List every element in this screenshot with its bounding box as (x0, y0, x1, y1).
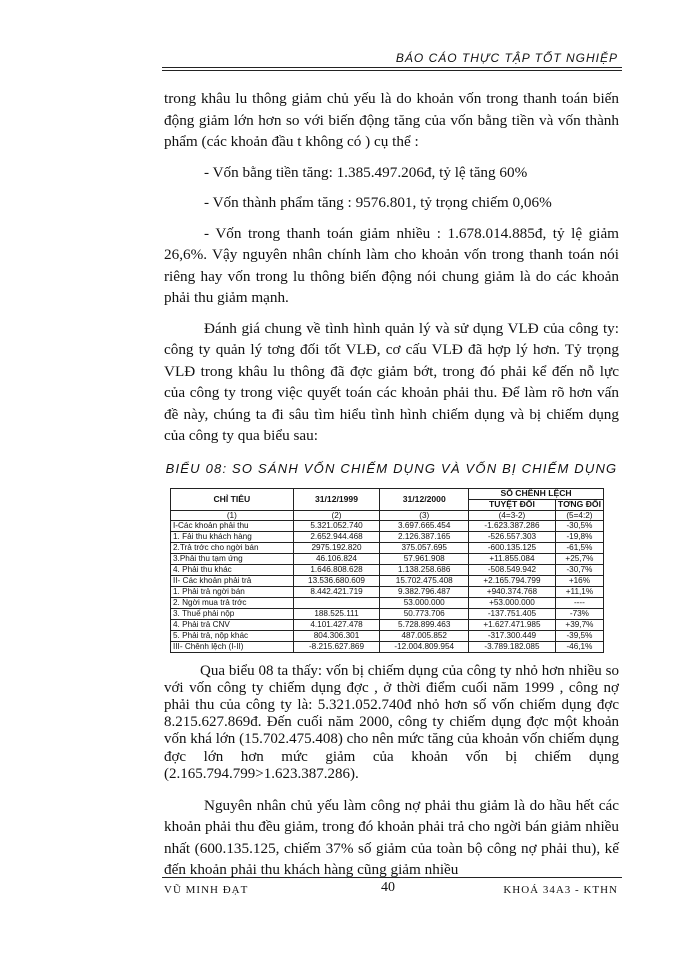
cell-absolute: -600.135.125 (469, 542, 556, 553)
cell-2000: 1.138.258.686 (380, 564, 469, 575)
row-label: 1. Phải trả ngời bán (171, 586, 294, 597)
footer-class: KHOÁ 34A3 - KTHN (503, 884, 618, 896)
row-label: 2.Trả trớc cho ngời bán (171, 542, 294, 553)
bullet-finished-goods: - Vốn thành phẩm tăng : 9576.801, tỷ trọng chiếm 0,06% (204, 194, 552, 211)
table-row (171, 619, 604, 630)
row-label: III- Chênh lệch (I-II) (171, 641, 294, 652)
cell-relative: -61,5% (555, 542, 603, 553)
colnum: (1) (171, 510, 294, 520)
cell-2000: 57.961.908 (380, 553, 469, 564)
cell-absolute: +1.627.471.985 (469, 619, 556, 630)
page-number: 40 (381, 880, 395, 895)
cell-relative: -30,5% (555, 520, 603, 531)
cell-1999: 2.652.944.468 (293, 531, 380, 542)
cell-absolute: -3.789.182.085 (469, 641, 556, 652)
cell-1999: -8.215.627.869 (293, 641, 380, 652)
cell-relative: ---- (555, 597, 603, 608)
cell-relative: +25,7% (555, 553, 603, 564)
cell-2000: 375.057.695 (380, 542, 469, 553)
cell-absolute: -1.623.387.286 (469, 520, 556, 531)
cell-absolute: -526.557.303 (469, 531, 556, 542)
colnum: (5=4:2) (555, 510, 603, 520)
table-title: BIỂU 08: SO SÁNH VỐN CHIẾM DỤNG VÀ VỐN BỊ CHIẾM DỤNG (165, 460, 618, 476)
header-rule (162, 67, 622, 68)
colnum: (4=3-2) (469, 510, 556, 520)
table-row (171, 641, 604, 652)
row-label: 4. Phải thu khác (171, 564, 294, 575)
cell-absolute: +11.855.084 (469, 553, 556, 564)
row-label: 4. Phải trả CNV (171, 619, 294, 630)
table-row (171, 542, 604, 553)
row-label: I-Các khoản phải thu (171, 520, 294, 531)
cell-2000: 3.697.665.454 (380, 520, 469, 531)
cell-1999: 188.525.111 (293, 608, 380, 619)
cell-2000: -12.004.809.954 (380, 641, 469, 652)
cell-absolute: +940.374.768 (469, 586, 556, 597)
paragraph-causes: Nguyên nhân chủ yếu làm công nợ phải thu giảm là do hầu hết các khoản phải thu đều giảm, trong đó khoản phải trả cho ngời bán giảm nhiều nhất (600.135.125, chiếm 37% số giảm của toàn bộ công nợ phải thu), kế đến khoản phải thu khách hàng cũng giảm nhiều (164, 796, 619, 879)
cell-1999: 5.321.052.740 (293, 520, 380, 531)
cell-2000: 2.126.387.165 (380, 531, 469, 542)
table-row (171, 564, 604, 575)
paragraph-assessment: Đánh giá chung về tình hình quản lý và sử dụng VLĐ của công ty: công ty quản lý tơng đối tốt VLĐ, cơ cấu VLĐ đã hợp lý hơn. Tỷ trọng VLĐ trong khâu lu thông đã đợc giảm bớt, trong đó phải kể đến nỗ lực của công ty trong việc quyết toán các khoản phải thu. Để làm rõ hơn vấn đề này, chúng ta đi sâu tìm hiểu tình hình chiếm dụng và bị chiếm dụng của công ty qua biểu sau: (164, 319, 619, 444)
paragraph: trong khâu lu thông giảm chủ yếu là do khoản vốn trong thanh toán biến động giảm lớn hơn so với biến động tăng của vốn bằng tiền và vốn thành phẩm (các khoản đầu t không có ) cụ thể : (164, 90, 619, 150)
cell-2000: 50.773.706 (380, 608, 469, 619)
cell-relative: -46,1% (555, 641, 603, 652)
cell-1999: 2975.192.820 (293, 542, 380, 553)
cell-absolute: +2.165.794.799 (469, 575, 556, 586)
cell-2000: 9.382.796.487 (380, 586, 469, 597)
header-2000: 31/12/2000 (380, 488, 469, 510)
cell-relative: +39,7% (555, 619, 603, 630)
row-label: 3. Thuế phải nộp (171, 608, 294, 619)
cell-1999 (293, 597, 380, 608)
cell-relative: -30,7% (555, 564, 603, 575)
page-body (164, 88, 619, 881)
footer-author: VŨ MINH ĐẠT (164, 884, 249, 896)
bullet-cash: - Vốn bằng tiền tăng: 1.385.497.206đ, tỷ lệ tăng 60% (204, 163, 528, 181)
paragraph-analysis: Qua biểu 08 ta thấy: vốn bị chiếm dụng của công ty nhỏ hơn nhiều so với vốn công ty chiếm dụng đợc , ở thời điểm cuối năm 1999 , công nợ phải thu của công ty là: 5.321.052.740đ nhỏ hơn số vốn chiếm dụng đợc 8.215.627.869đ. Đến cuối năm 2000, công ty chiếm dụng đợc một khoản vốn khá lớn (15.702.475.408) cho nên mức tăng của khoản vốn chiếm dụng đợc lớn hơn mức giảm của khoản vốn bị chiếm dụng (2.165.794.799>1.623.387.286). (164, 662, 619, 782)
table-row (171, 608, 604, 619)
table-row (171, 531, 604, 542)
header-absolute: TUYỆT ĐỐI (469, 499, 556, 510)
cell-1999: 8.442.421.719 (293, 586, 380, 597)
cell-2000: 53.000.000 (380, 597, 469, 608)
report-header-title: BÁO CÁO THỰC TẬP TỐT NGHIỆP (395, 51, 618, 65)
table-row (171, 597, 604, 608)
cell-absolute: -508.549.942 (469, 564, 556, 575)
cell-2000: 15.702.475.408 (380, 575, 469, 586)
cell-absolute: +53.000.000 (469, 597, 556, 608)
cell-relative: -19,8% (555, 531, 603, 542)
row-label: 2. Ngời mua trả trớc (171, 597, 294, 608)
table-row (171, 575, 604, 586)
row-label: 3.Phải thu tạm ứng (171, 553, 294, 564)
bullet-payment-capital: - Vốn trong thanh toán giảm nhiều : 1.678.014.885đ, tỷ lệ giảm 26,6%. Vậy nguyên nhân chính làm cho khoản vốn trong thanh toán nói riêng hay vốn trong lu thông biến động nói chung giảm là do các khoản phải thu giảm mạnh. (164, 224, 619, 306)
colnum: (2) (293, 510, 380, 520)
cell-relative: +16% (555, 575, 603, 586)
table-row (171, 586, 604, 597)
footer-rule (162, 877, 622, 878)
cell-2000: 5.728.899.463 (380, 619, 469, 630)
cell-1999: 13.536.680.609 (293, 575, 380, 586)
header-1999: 31/12/1999 (293, 488, 380, 510)
header-rule-secondary (162, 70, 622, 71)
cell-1999: 46.106.824 (293, 553, 380, 564)
cell-relative: -73% (555, 608, 603, 619)
table-row (171, 520, 604, 531)
row-label: 1. Fải thu khách hàng (171, 531, 294, 542)
cell-absolute: -137.751.405 (469, 608, 556, 619)
header-relative: TƠNG ĐỐI (555, 499, 603, 510)
cell-2000: 487.005.852 (380, 630, 469, 641)
comparison-table (170, 488, 604, 653)
colnum: (3) (380, 510, 469, 520)
cell-1999: 804.306.301 (293, 630, 380, 641)
header-chi-tieu: CHỈ TIÊU (171, 488, 294, 510)
row-label: II- Các khoản phải trả (171, 575, 294, 586)
table-row (171, 630, 604, 641)
cell-absolute: -317.300.449 (469, 630, 556, 641)
row-label: 5. Phải trả, nộp khác (171, 630, 294, 641)
cell-relative: +11,1% (555, 586, 603, 597)
column-number-row (171, 510, 604, 520)
cell-1999: 1.646.808.628 (293, 564, 380, 575)
cell-relative: -39,5% (555, 630, 603, 641)
table-row (171, 553, 604, 564)
cell-1999: 4.101.427.478 (293, 619, 380, 630)
header-difference-group: SỐ CHÊNH LỆCH (469, 488, 604, 499)
